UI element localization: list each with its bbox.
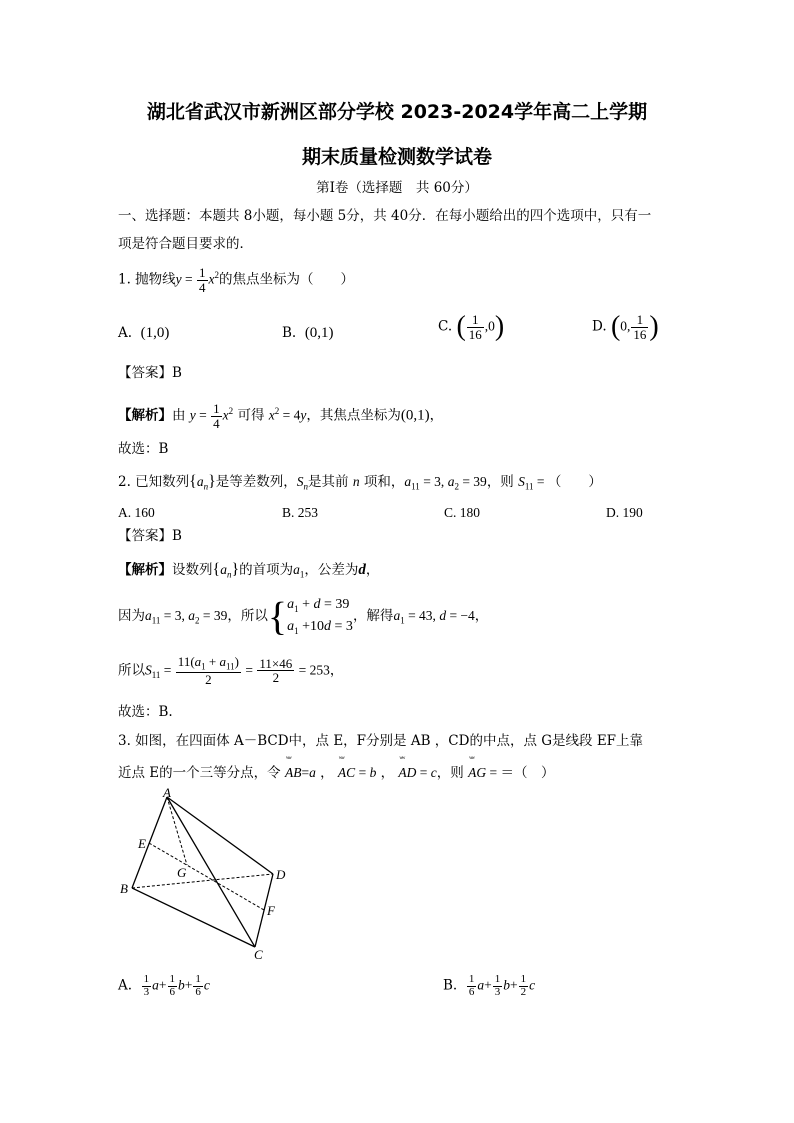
q2-conclusion: 故选：B. bbox=[118, 704, 173, 720]
q1-analysis: 【解析】由 y = $\frac{1}{4}$ $x^2$ 可得 $x^2 = 4y$，其焦点坐标为(0,1)， bbox=[118, 401, 444, 431]
label-c: C bbox=[254, 947, 263, 962]
q2-option-a: A. 160 bbox=[118, 505, 155, 520]
q2-analysis-2: 因为$a_{11} = 3$, $a_2 = 39$，所以{ $a_1 + d = 39$ $a_1 +10d = 3$ ，解得$a_1 = 43$, d = −4， bbox=[118, 593, 489, 639]
q3-option-a: A. $\frac{1}{3}$ a+ $\frac{1}{6}$ b+ $\frac{1}{6}$ c bbox=[118, 973, 210, 998]
edge-ad bbox=[167, 797, 273, 874]
edge-bc bbox=[132, 888, 255, 947]
label-a: A bbox=[163, 785, 171, 800]
title-line-2: 期末质量检测数学试卷 bbox=[301, 146, 492, 168]
label-d: D bbox=[276, 867, 286, 882]
section-heading: 第Ⅰ卷（选择题 共 60分） bbox=[316, 180, 478, 196]
instructions-line-2: 项是符合题目要求的． bbox=[118, 236, 253, 252]
q1-stem: 1. 抛物线y = $\frac{1}{4}$ $x^2$的焦点坐标为（ ） bbox=[118, 265, 355, 295]
label-b: B bbox=[120, 881, 128, 896]
instructions-line-1: 一、选择题：本题共 8小题，每小题 5分，共 40分．在每小题给出的四个选项中，只有一 bbox=[118, 208, 652, 224]
q1-answer: 【答案】B bbox=[118, 365, 182, 381]
q2-analysis-1: 【解析】设数列$\{a_n\}$的首项为$a_1$，公差为d， bbox=[118, 561, 380, 580]
tetrahedron-figure bbox=[112, 785, 312, 965]
q2-stem: 2. 已知数列$\{a_n\}$是等差数列，$S_n$是其前 n 项和，$a_{11} = 3$, $a_2 = 39$，则 $S_{11}$ = （ ） bbox=[118, 473, 602, 492]
title-line-1: 湖北省武汉市新洲区部分学校 2023-2024学年高二上学期 bbox=[146, 101, 648, 123]
q2-analysis-3: 所以$S_{11}$ = $\frac{11(a_1 + a_{11})}{2}$ = $\frac{11\times 46}{2}$ = 253， bbox=[118, 654, 344, 688]
segment-ag bbox=[167, 797, 187, 865]
q2-option-c: C. 180 bbox=[444, 505, 481, 520]
q3-option-b: B. $\frac{1}{6}$ a+ $\frac{1}{3}$ b+ $\frac{1}{2}$ c bbox=[443, 973, 536, 998]
label-g: G bbox=[177, 865, 187, 880]
q3-stem-line-1: 3. 如图，在四面体 A－BCD中，点 E，F分别是 AB ，CD的中点，点 G是线段 EF上靠 bbox=[118, 733, 644, 749]
label-e: E bbox=[138, 836, 146, 851]
q2-option-b: B. 253 bbox=[282, 505, 319, 520]
q3-stem-line-2: 近点 E的一个三等分点，令 ʷʷ AB=a ， ʷʷ AC = b ， ʷʷ AD = c，则 ʷʷ AG = ＝（ ） bbox=[118, 766, 554, 781]
q1-option-a: A. (1,0) bbox=[118, 325, 170, 341]
q1-option-b: B. (0,1) bbox=[282, 325, 334, 341]
q1-conclusion: 故选：B bbox=[118, 441, 169, 457]
q2-option-d: D. 190 bbox=[606, 505, 643, 520]
edge-bd-hidden bbox=[132, 874, 273, 888]
label-f: F bbox=[267, 903, 275, 918]
q1-option-c: C. ( $\frac{1}{16}$ ,0) bbox=[438, 311, 505, 343]
q1-option-d: D. (0, $\frac{1}{16}$ ) bbox=[592, 311, 659, 343]
q2-answer: 【答案】B bbox=[118, 528, 182, 544]
